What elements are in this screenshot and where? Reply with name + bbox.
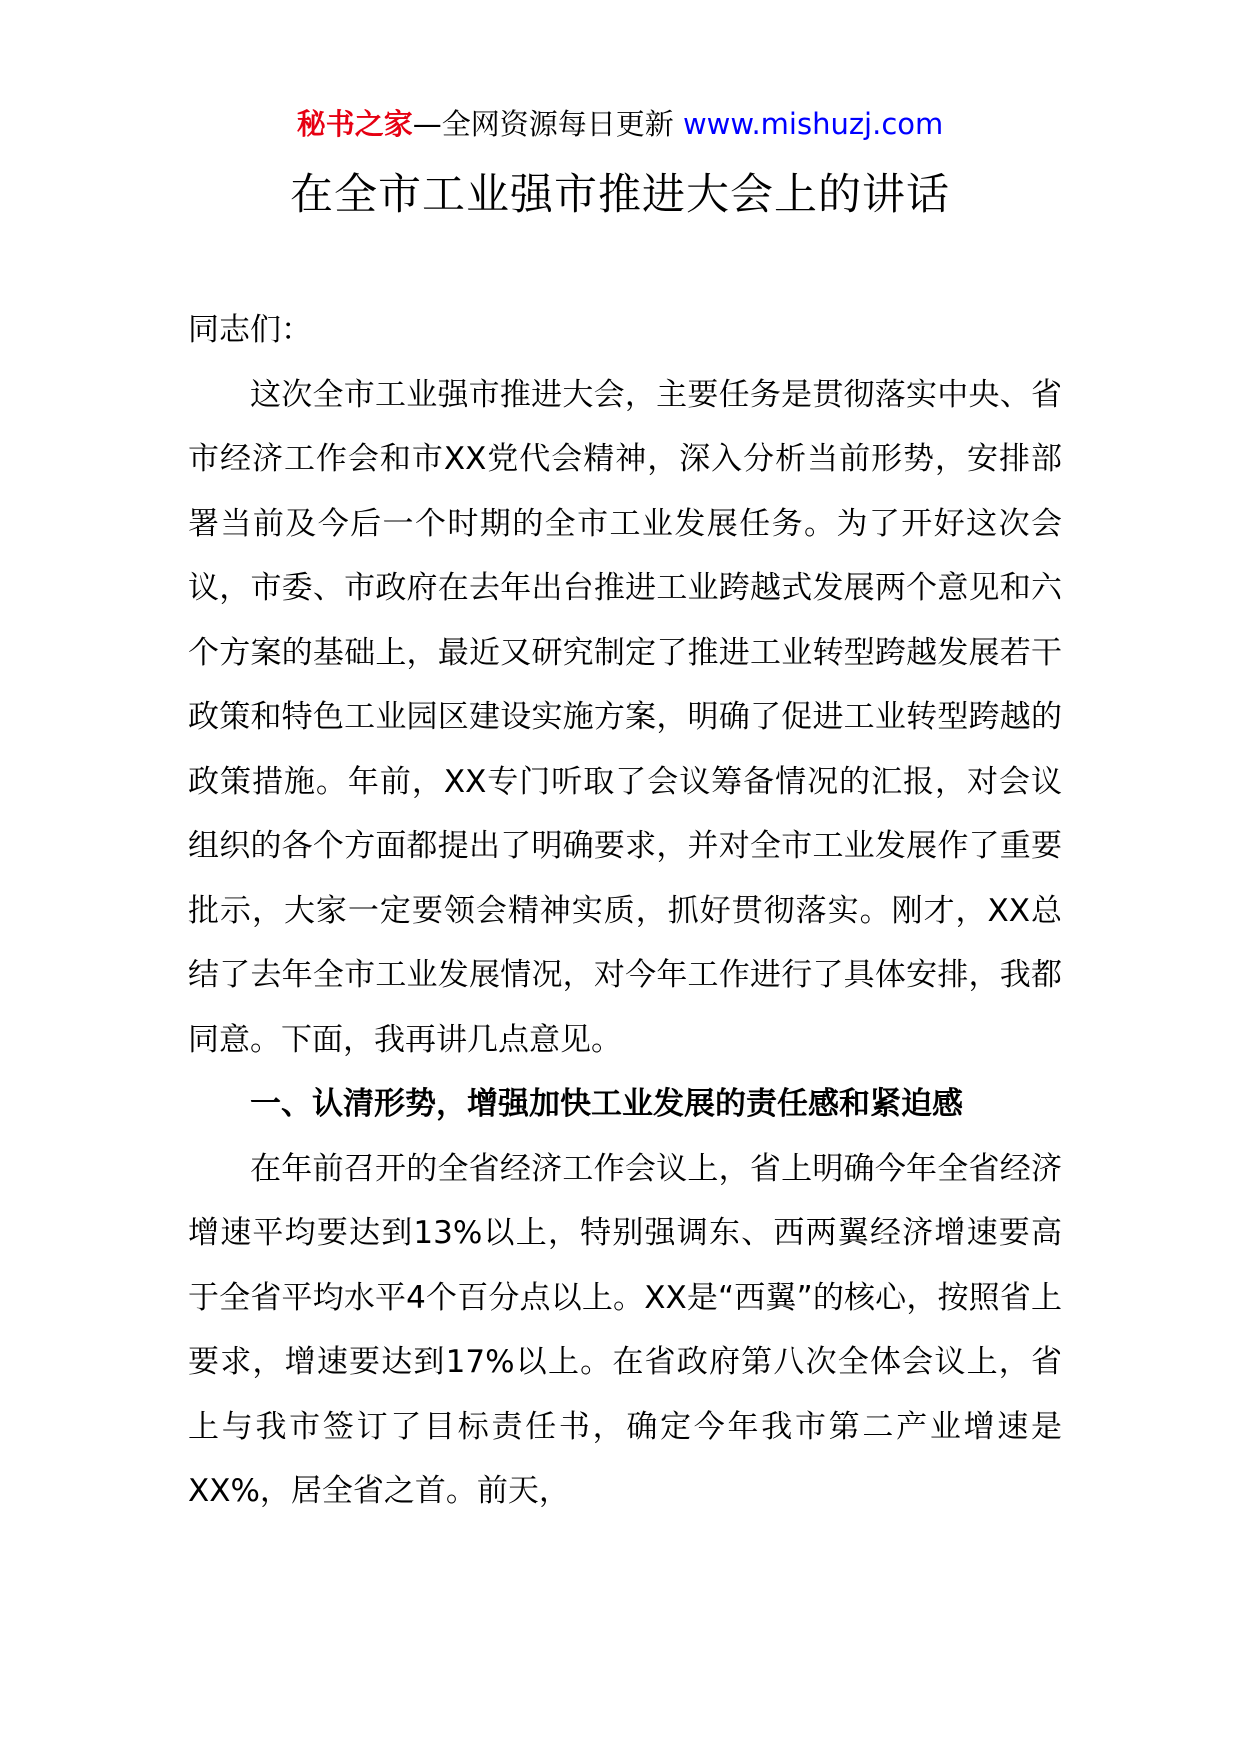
banner-tagline: —全网资源每日更新 bbox=[412, 107, 674, 141]
body-paragraph: 这次全市工业强市推进大会，主要任务是贯彻落实中央、省市经济工作会和市XX党代会精神，深入分析当前形势，安排部署当前及今后一个时期的全市工业发展任务。为了开好这次会议，市委、市政府在去年出台推进工业跨越式发展两个意见和六个方案的基础上，最近又研究制定了推进工业转型跨越发展若干政策和特色工业园区建设实施方案，明确了促进工业转型跨越的政策措施。年前，XX专门听取了会议筹备情况的汇报，对会议组织的各个方面都提出了明确要求，并对全市工业发展作了重要批示，大家一定要领会精神实质，抓好贯彻落实。刚才，XX总结了去年全市工业发展情况，对今年工作进行了具体安排，我都同意。下面，我再讲几点意见。 bbox=[188, 376, 1062, 1058]
section-paragraph: 在年前召开的全省经济工作会议上，省上明确今年全省经济增速平均要达到13%以上，特别强调东、西两翼经济增速要高于全省平均水平4个百分点以上。XX是“西翼”的核心，按照省上要求，增速要达到17%以上。在省政府第八次全体会议上，省上与我市签订了目标责任书，确定今年我市第二产业增速是XX%，居全省之首。前天， bbox=[188, 1150, 1062, 1509]
brand-name: 秘书之家 bbox=[296, 107, 413, 141]
site-banner bbox=[0, 102, 1240, 146]
document-body bbox=[188, 298, 1062, 1524]
salutation: 同志们： bbox=[188, 312, 312, 348]
site-url-link[interactable]: www.mishuzj.com bbox=[682, 107, 944, 141]
section-heading: 一、认清形势，增强加快工业发展的责任感和紧迫感 bbox=[250, 1086, 963, 1122]
document-title: 在全市工业强市推进大会上的讲话 bbox=[290, 170, 950, 220]
